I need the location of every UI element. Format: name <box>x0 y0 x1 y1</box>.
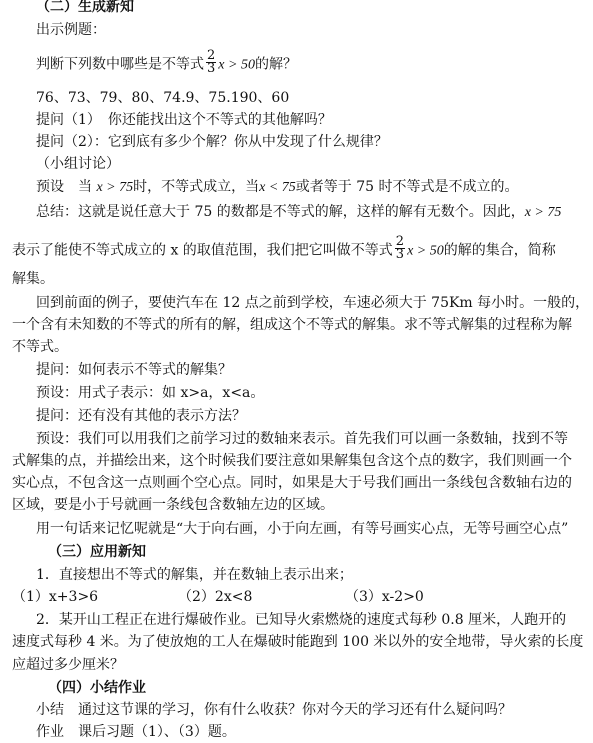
exercise-2: 2．某开山工程正在进行爆破作业。已知导火索燃烧的速度式每秒 0.8 厘米，人跑开的 <box>36 612 567 628</box>
example-intro: 出示例题： <box>36 22 106 38</box>
fraction-denominator: 3 <box>395 247 405 262</box>
text: 或者等于 75 时不等式是不成立的。 <box>295 179 519 195</box>
section-heading-3: （三）应用新知 <box>48 544 146 560</box>
summary-line-1 <box>36 203 561 222</box>
preset-1 <box>36 178 519 197</box>
question-3: 提问：如何表示不等式的解集？ <box>36 362 232 378</box>
example-question <box>36 48 297 77</box>
group-discussion: （小组讨论） <box>36 156 120 172</box>
text: 的解的集合，简称 <box>443 242 556 259</box>
paragraph-line: 式解集的点，并描绘出来，这个时候我们要注意如果解集包含这个点的数字，我们则画一个 <box>12 453 572 469</box>
fraction-numerator: 2 <box>395 234 405 249</box>
inequality: x > 75 <box>524 205 562 220</box>
inequality: x > 50 <box>407 243 444 259</box>
exercise-1-item-2: （2）2x<8 <box>178 589 253 605</box>
text: 的解？ <box>254 56 297 73</box>
paragraph-line: 预设：我们可以用我们之前学习过的数轴来表示。首先我们可以画一条数轴，找到不等 <box>36 431 568 447</box>
text: 时，不等式成立，当 <box>133 179 260 195</box>
exercise-2: 速度式每秒 4 米。为了使放炮的工人在爆破时能跑到 100 米以外的安全地带，导火索的长度 <box>12 634 584 650</box>
question-2: 提问（2）：它到底有多少个解？你从中发现了什么规律？ <box>36 134 388 150</box>
exercise-1-item-1: （1）x+3>6 <box>12 589 99 605</box>
question-1: 提问（1） 你还能找出这个不等式的其他解吗？ <box>36 112 332 128</box>
paragraph-line: 区域，要是小于号就画一条线包含数轴左边的区域。 <box>12 497 334 513</box>
summary-note: 小结 通过这节课的学习，你有什么收获？你对今天的学习还有什么疑问吗？ <box>36 702 512 718</box>
exercise-1-item-3: （3）x-2>0 <box>345 589 424 605</box>
text: 表示了能使不等式成立的 x 的取值范围，我们把它叫做不等式 <box>12 242 393 259</box>
paragraph-line: 一个含有未知数的不等式的所有的解，组成这个不等式的解集。求不等式解集的过程称为解 <box>12 317 572 333</box>
text: 判断下列数中哪些是不等式 <box>36 56 204 73</box>
preset-2: 预设：用式子表示：如 x>a，x<a。 <box>36 385 265 401</box>
paragraph-line: 实心点，不包含这一点则画个空心点。同时，如果是大于号我们画出一条线包含数轴右边的 <box>12 475 572 491</box>
summary-line-2 <box>12 234 556 263</box>
text: 总结：这就是说任意大于 75 的数都是不等式的解，这样的解有无数个。因此， <box>36 204 525 220</box>
fraction <box>206 50 216 75</box>
mnemonic: 用一句话来记忆呢就是“大于向右画，小于向左画，有等号画实心点，无等号画空心点” <box>36 521 569 537</box>
inequality: x < 75 <box>259 180 296 195</box>
number-list: 76、73、79、80、74.9、75.190、60 <box>36 90 290 106</box>
fraction-denominator: 3 <box>207 61 216 76</box>
fraction-numerator: 2 <box>207 48 216 63</box>
section-heading-2: （二）生成新知 <box>36 0 134 15</box>
text: 预设 当 <box>36 179 92 195</box>
exercise-2: 应超过多少厘米？ <box>12 657 124 673</box>
paragraph-line: 回到前面的例子，要使汽车在 12 点之前到学校，车速必须大于 75Km 每小时。一般的， <box>36 295 590 311</box>
paragraph-line: 不等式。 <box>12 339 68 355</box>
inequality: x > 75 <box>96 180 134 195</box>
question-4: 提问：还有没有其他的表示方法？ <box>36 408 246 424</box>
exercise-1: 1．直接想出不等式的解集，并在数轴上表示出来； <box>36 567 353 583</box>
section-heading-4: （四）小结作业 <box>48 680 146 696</box>
inequality: x > 50 <box>218 57 255 73</box>
summary-line-3: 解集。 <box>12 271 54 287</box>
fraction <box>395 236 405 261</box>
homework-note: 作业 课后习题（1）、（3）题。 <box>36 724 236 740</box>
